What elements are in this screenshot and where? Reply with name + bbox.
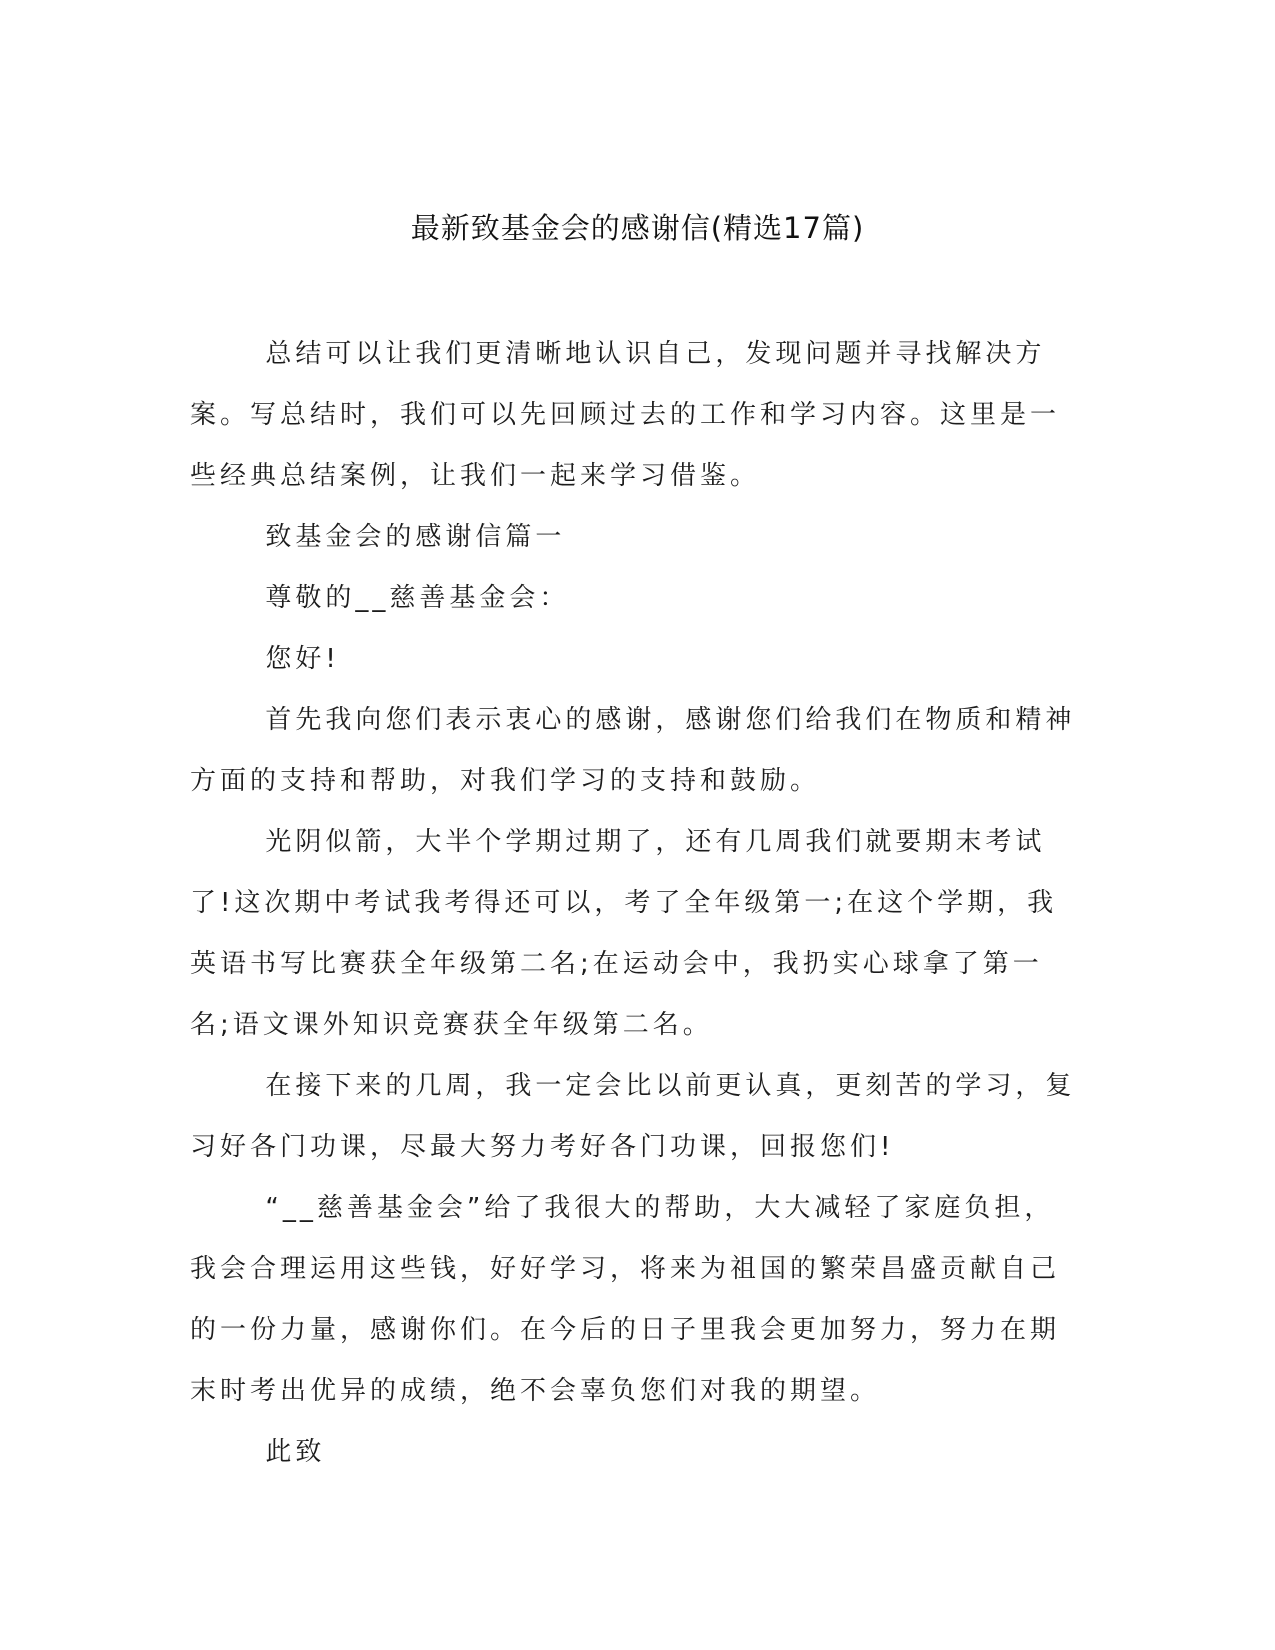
closing: 此致 — [265, 1437, 326, 1467]
body-paragraph: 光阴似箭，大半个学期过期了，还有几周我们就要期末考试了!这次期中考试我考得还可以，考了全年级第一;在这个学期，我英语书写比赛获全年级第二名;在运动会中，我扔实心球拿了第一名;语文课外知识竞赛获全年级第二名。 — [190, 827, 1058, 1040]
body-paragraph: “__慈善基金会”给了我很大的帮助，大大减轻了家庭负担，我会合理运用这些钱，好好学习，将来为祖国的繁荣昌盛贡献自己的一份力量，感谢你们。在今后的日子里我会更加努力，努力在期末时考出优异的成绩，绝不会辜负您们对我的期望。 — [190, 1193, 1061, 1406]
document-title: 最新致基金会的感谢信(精选17篇) — [410, 211, 865, 245]
body-paragraph: 在接下来的几周，我一定会比以前更认真，更刻苦的学习，复习好各门功课，尽最大努力考好各门功课，回报您们! — [190, 1071, 1076, 1162]
body-paragraph: 首先我向您们表示衷心的感谢，感谢您们给我们在物质和精神方面的支持和帮助，对我们学习的支持和鼓励。 — [190, 705, 1076, 796]
section-heading: 致基金会的感谢信篇一 — [265, 522, 566, 552]
salutation: 尊敬的__慈善基金会： — [265, 583, 570, 613]
intro-paragraph: 总结可以让我们更清晰地认识自己，发现问题并寻找解决方案。写总结时，我们可以先回顾过去的工作和学习内容。这里是一些经典总结案例，让我们一起来学习借鉴。 — [190, 339, 1061, 491]
greeting: 您好! — [265, 644, 340, 674]
document-body — [190, 324, 1080, 1483]
